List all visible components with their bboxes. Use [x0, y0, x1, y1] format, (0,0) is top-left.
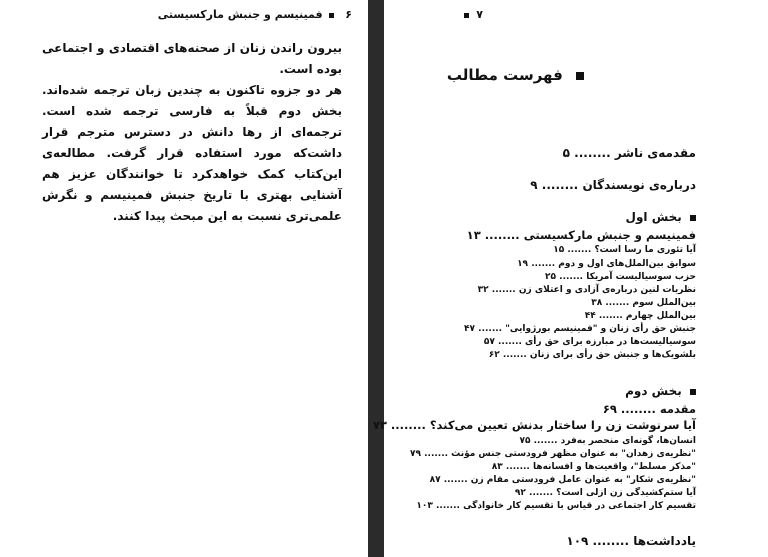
left-page-number: ۶: [345, 8, 352, 21]
toc-entry: "نظریه‌ی زهدان" به عنوان مظهر فرودستی جنس مؤنث ....... ۷۹: [409, 449, 696, 459]
paragraph: بیرون راندن زنان از صحنه‌های اقتصادی و اجتماعی بوده است.: [42, 41, 342, 76]
part1-heading: بخش اول: [626, 210, 696, 224]
right-running-head: [461, 8, 483, 21]
toc-entry: حزب سوسیالیست آمریکا ....... ۲۵: [545, 272, 696, 282]
square-bullet-icon: [329, 13, 334, 18]
square-bullet-icon: [690, 215, 696, 221]
toc-page-number: ۲۵: [545, 272, 557, 282]
toc-entry: سوسیالیست‌ها در مبارزه برای حق رأی ....... ۵۷: [483, 337, 696, 347]
left-running-title: فمینیسم و جنبش مارکسیستی: [157, 8, 323, 21]
toc-page-number: ۱۰۹: [566, 534, 589, 548]
toc-page-number: ۴۷: [464, 324, 476, 334]
toc-entry: بین‌الملل سوم ....... ۳۸: [591, 298, 696, 308]
toc-page-number: ۸۷: [429, 475, 441, 485]
toc-page-number: ۹۲: [514, 488, 526, 498]
toc-page-number: ۳۸: [591, 298, 603, 308]
toc-page-number: ۱۹: [517, 259, 529, 269]
toc-entry: بین‌الملل چهارم ....... ۴۴: [584, 311, 696, 321]
toc-entry-about-authors: درباره‌ی نویسندگان ........ ۹: [530, 178, 696, 192]
toc-page-number: ۱۳: [466, 228, 481, 242]
toc-page-number: ۸۳: [491, 462, 503, 472]
toc-page-number: ۷۵: [519, 436, 531, 446]
toc-page-number: ۱۰۳: [416, 501, 433, 511]
toc-page-number: ۹: [530, 178, 538, 192]
toc-page-number: ۵: [562, 146, 570, 160]
toc-entry: انسان‌ها، گونه‌ای منحصر به‌فرد ....... ۷۵: [519, 436, 696, 446]
toc-page-number: ۷۳: [372, 418, 387, 432]
left-page: [0, 0, 368, 557]
toc-entry-part1-chapter: فمینیسم و جنبش مارکسیستی ........ ۱۳: [466, 228, 696, 242]
paragraph: هر دو جزوه تاکنون به چندین زبان ترجمه شده‌اند. بخش دوم قبلاً به فارسی ترجمه شده است. ترجمه‌ای از رها دانش در دسترس مترجم قرار داشت‌که مورد استفاده قرار گرفت. مطالعه‌ی این‌کتاب کمک خواهدکرد تا خوانندگان عزیز هم آشنایی بهتری با تاریخ جنبش فمینیسم و نگرش علمی‌تری نسبت به این مبحث پیدا کنند.: [42, 83, 342, 223]
square-bullet-icon: [464, 13, 469, 18]
right-page: [372, 0, 768, 557]
toc-entry-part2-chapter: آیا سرنوشت زن را ساختار بدنش تعیین می‌کند؟ ........ ۷۳: [372, 418, 696, 432]
book-gutter: [368, 0, 384, 557]
toc-page-number: ۱۵: [553, 245, 565, 255]
toc-page-number: ۶۹: [602, 402, 617, 416]
toc-entry: بلشویک‌ها و جنبش حق رأی برای زنان ....... ۶۲: [488, 350, 696, 360]
toc-page-number: ۴۴: [584, 311, 596, 321]
toc-entry: سوابق بین‌الملل‌های اول و دوم ....... ۱۹: [517, 259, 696, 269]
toc-page-number: ۳۲: [477, 285, 489, 295]
left-running-head: [158, 8, 352, 21]
toc-title: فهرست مطالب: [447, 66, 584, 84]
toc-entry: تقسیم کار اجتماعی در قیاس با تقسیم کار خانوادگی ....... ۱۰۳: [416, 501, 696, 511]
toc-page-number: ۵۷: [483, 337, 495, 347]
toc-entry: جنبش حق رأی زنان و "فمینیسم بورژوایی" ....... ۴۷: [464, 324, 696, 334]
toc-page-number: ۷۹: [409, 449, 421, 459]
toc-page-number: ۶۲: [488, 350, 500, 360]
square-bullet-icon: [576, 72, 584, 80]
toc-entry-part2-intro: مقدمه ........ ۶۹: [602, 402, 696, 416]
toc-entry-publisher-intro: مقدمه‌ی ناشر ........ ۵: [562, 146, 696, 160]
toc-entry: نظریات لنین درباره‌ی آزادی و اعتلای زن ....... ۳۲: [477, 285, 696, 295]
part2-heading: بخش دوم: [625, 384, 696, 398]
toc-entry: آیا تئوری ما رسا است؟ ....... ۱۵: [553, 245, 696, 255]
toc-entry: "نظریه‌ی شکار" به عنوان عامل فرودستی مقام زن ....... ۸۷: [429, 475, 696, 485]
square-bullet-icon: [690, 389, 696, 395]
left-body-text: [42, 38, 342, 227]
toc-entry: "مذکر مسلط"، واقعیت‌ها و افسانه‌ها ....... ۸۳: [491, 462, 696, 472]
right-page-number: ۷: [476, 8, 483, 21]
toc-entry: آیا ستم‌کشیدگی زن ازلی است؟ ....... ۹۲: [514, 488, 696, 498]
toc-entry-notes: یادداشت‌ها ........ ۱۰۹: [566, 534, 696, 548]
